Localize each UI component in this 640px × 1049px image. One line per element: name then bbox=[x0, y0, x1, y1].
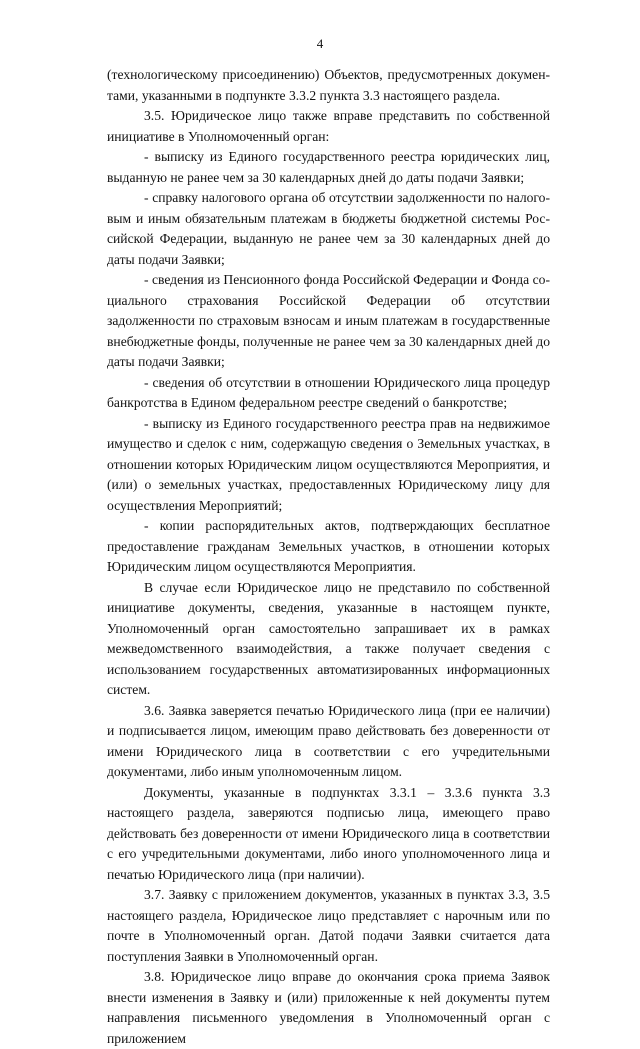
paragraph-continuation: (технологическому присоединению) Объектов, предусмотренных документами, указанными в подпункте 3.3.2 пункта 3.3 настоящего раздела. bbox=[107, 67, 550, 103]
list-item-egrp-extract: - выписку из Единого государственного реестра прав на недвижимое имущество и сделок с ним, содержащую сведения о Земельных участках, в отношении которых Юридическим лицом осуществляются Мероприятия, и (или) о земельных участках, предоставленных Юридическому лицу для осуществления Мероприятий; bbox=[107, 415, 550, 513]
list-item-bankruptcy-info: - сведения об отсутствии в отношении Юридического лица процедур банкротства в Едином федеральном реестре сведений о банкротстве; bbox=[107, 374, 550, 410]
paragraph-interagency-request: В случае если Юридическое лицо не представило по собственной инициативе документы, сведения, указанные в настоящем пункте, Уполномоченный орган самостоятельно запрашивает их в рамках межведомственного взаимодействия, а также получает сведения с использованием государственных автоматизированных информационных систем. bbox=[107, 579, 550, 697]
paragraph-3-6: 3.6. Заявка заверяется печатью Юридического лица (при ее наличии) и подписывается лицом, имеющим право действовать без доверенности от имени Юридического лица в соответствии с его учредительными документами, либо иным уполномоченным лицом. bbox=[107, 702, 550, 779]
paragraph-documents-certification: Документы, указанные в подпунктах 3.3.1 – 3.3.6 пункта 3.3 настоящего раздела, заверяются подписью лица, имеющего право действовать без доверенности от имени Юридического лица в соответствии с его учредительными документами, либо иного уполномоченного лица и печатью Юридического лица (при наличии). bbox=[107, 784, 550, 882]
list-item-pension-fund-info: - сведения из Пенсионного фонда Российской Федерации и Фонда социального страхования Российской Федерации об отсутствии задолженности по страховым взносам и иным платежам в государственные внебюджетные фонды, полученные не ранее чем за 30 календарных дней до даты подачи Заявки; bbox=[107, 272, 550, 369]
paragraph-3-7: 3.7. Заявку с приложением документов, указанных в пунктах 3.3, 3.5 настоящего раздела, Юридическое лицо представляет с нарочным или по почте в Уполномоченный орган. Датой подачи Заявки считается дата поступления Заявки в Уполномоченный орган. bbox=[107, 887, 550, 964]
list-item-egrul-extract: - выписку из Единого государственного реестра юридических лиц, выданную не ранее чем за 30 календарных дней до даты подачи Заявки; bbox=[107, 149, 550, 185]
page-number: 4 bbox=[316, 36, 324, 51]
document-body bbox=[107, 65, 550, 1049]
paragraph-3-8: 3.8. Юридическое лицо вправе до окончания срока приема Заявок внести изменения в Заявку и (или) приложенные к ней документы путем направления письменного уведомления в Уполномоченный орган с приложением bbox=[107, 969, 550, 1046]
paragraph-3-5: 3.5. Юридическое лицо также вправе представить по собственной инициативе в Уполномоченный орган: bbox=[107, 108, 550, 144]
list-item-administrative-acts: - копии распорядительных актов, подтверждающих бесплатное предоставление гражданам Земельных участков, в отношении которых Юридическим лицом осуществляются Мероприятия. bbox=[107, 518, 550, 574]
list-item-tax-certificate: - справку налогового органа об отсутствии задолженности по налоговым и иным обязательным платежам в бюджеты бюджетной системы Российской Федерации, выданную не ранее чем за 30 календарных дней до даты подачи Заявки; bbox=[107, 190, 550, 267]
